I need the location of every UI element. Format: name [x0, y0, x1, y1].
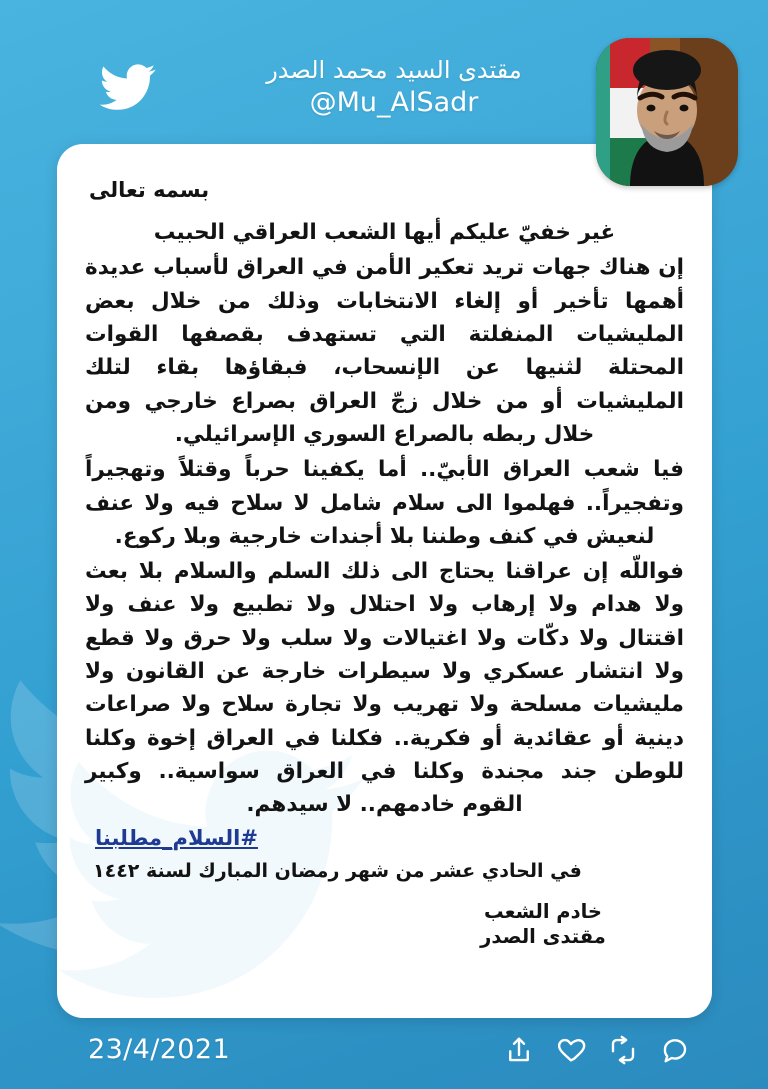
tweet-body	[57, 144, 712, 950]
hashtag-line	[85, 826, 684, 850]
reply-icon[interactable]	[660, 1035, 690, 1065]
hijri-date: في الحادي عشر من شهر رمضان المبارك لسنة ١٤٤٢	[93, 859, 582, 882]
avatar[interactable]	[596, 38, 738, 186]
share-icon[interactable]	[504, 1035, 534, 1065]
account-name: مقتدى السيد محمد الصدر	[266, 56, 522, 84]
tweet-card	[57, 144, 712, 1018]
retweet-icon[interactable]	[608, 1035, 638, 1065]
tweet-paragraph: غير خفيّ عليكم أيها الشعب العراقي الحبيب	[153, 220, 616, 245]
tweet-paragraph: فواللّه إن عراقنا يحتاج الى ذلك السلم والسلام بلا بعث ولا هدام ولا إرهاب ولا احتلال ولا تطبيع ولا عنف ولا اقتتال ولا دكّات ولا اغتيالات ولا سلب ولا حرق ولا قطع ولا انتشار عسكري ولا سيطرات خارجة عن القانون ولا مليشيات مسلحة ولا تهريب ولا تجارة سلاح ولا صراعات دينية أو عقائدية أو فكرية.. فكلنا في العراق إخوة وكلنا للوطن جند مجندة وكلنا في العراق سواسية.. وكبير القوم خادمهم.. لا سيدهم.	[85, 559, 684, 818]
tweet-paragraph: فيا شعب العراق الأبيّ.. أما يكفينا حرباً وقتلاً وتهجيراً وتفجيراً.. فهلموا الى سلام شامل لا سلاح فيه ولا عنف لنعيش في كنف وطننا بلا أجندات خارجية وبلا ركوع.	[85, 457, 684, 549]
signature-title: خادم الشعب	[484, 899, 602, 923]
signature-name: مقتدى الصدر	[480, 924, 606, 948]
account-info	[244, 56, 544, 119]
twitter-bird-icon	[88, 57, 166, 123]
tweet-actions	[504, 1035, 690, 1065]
account-handle: @Mu_AlSadr	[309, 87, 479, 119]
bismillah-line: بسمه تعالى	[89, 178, 210, 202]
heart-icon[interactable]	[556, 1035, 586, 1065]
header	[0, 0, 768, 150]
signature-block	[454, 900, 684, 950]
footer	[0, 1016, 768, 1089]
hashtag-link[interactable]: #السلام_مطلبنا	[95, 825, 258, 850]
tweet-paragraph: إن هناك جهات تريد تعكير الأمن في العراق لأسباب عديدة أهمها تأخير أو إلغاء الانتخابات وذلك من خلال بعض المليشيات المنفلتة التي تستهدف بقصفها القوات المحتلة لثنيها عن الإنسحاب، فبقاؤها بقاء لتلك المليشيات أو من خلال زجّ العراق بصراع خارجي ومن خلال ربطه بالصراع السوري الإسرائيلي.	[85, 255, 684, 447]
tweet-date: 23/4/2021	[88, 1034, 231, 1065]
